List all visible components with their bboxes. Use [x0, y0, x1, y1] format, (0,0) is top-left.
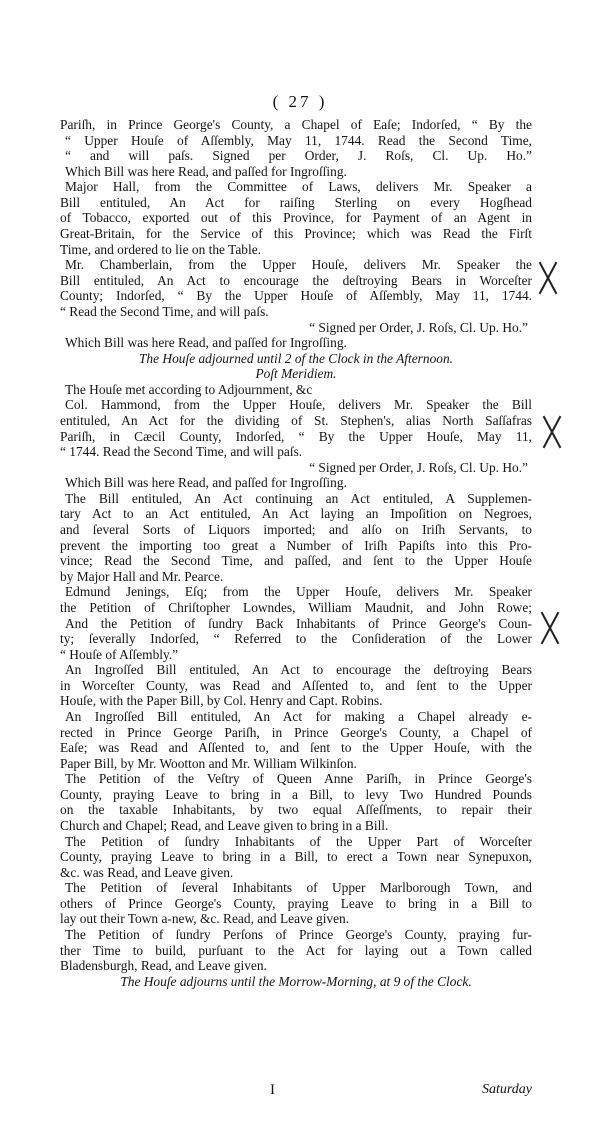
text-line: Time, and ordered to lie on the Table.	[60, 241, 261, 257]
text-line: Which Bill was here Read, and paſſed for Ingroſſing.	[65, 335, 347, 351]
text-line: “ Signed per Order, J. Roſs, Cl. Up. Ho.”	[309, 459, 528, 475]
text-line: Bill entituled, An Act to encourage the deſtroying Bears in Worceſter	[60, 272, 532, 288]
handwritten-x-mark	[536, 262, 560, 294]
text-line: “ and will paſs. Signed per Order, J. Roſs, Cl. Up. Ho.”	[65, 148, 532, 164]
text-line: Pariſh, in Cæcil County, Indorſed, “ By the Upper Houſe, May 11,	[60, 428, 532, 444]
text-line: The Petition of ſundry Inhabitants of the Upper Part of Worceſter	[65, 833, 532, 849]
text-line: lay out their Town a-new, &c. Read, and Leave given.	[60, 911, 350, 927]
text-line: And the Petition of ſundry Back Inhabitants of Prince George's Coun-	[65, 615, 532, 631]
text-line: the Petition of Chriſtopher Lowndes, William Maudnit, and John Rowe;	[60, 599, 532, 615]
text-line: An Ingroſſed Bill entituled, An Act to encourage the deſtroying Bears	[65, 662, 532, 678]
text-line: The Petition of ſeveral Inhabitants of Upper Marlborough Town, and	[65, 880, 532, 896]
text-line: Which Bill was here Read, and paſſed for Ingroſſing.	[65, 475, 347, 491]
text-line: The Petition of ſundry Perſons of Prince George's County, praying fur-	[65, 927, 532, 943]
text-line: Paper Bill, by Mr. Wootton and Mr. William Wilkinſon.	[60, 755, 357, 771]
text-line: County, praying Leave to bring in a Bill, to levy Two Hundred Pounds	[60, 786, 532, 802]
text-line: “ Read the Second Time, and will paſs.	[60, 303, 269, 319]
text-line: County; Indorſed, “ By the Upper Houſe of Aſſembly, May 11, 1744.	[60, 288, 532, 304]
text-line: entituled, An Act for the dividing of St. Stephen's, alias North Saſſafras	[60, 412, 532, 428]
section-heading: Poſt Meridiem.	[255, 366, 337, 382]
text-line: in Worceſter County, was Read and Aſſented to, and ſent to the Upper	[60, 677, 532, 693]
text-line: Major Hall, from the Committee of Laws, delivers Mr. Speaker a	[65, 179, 532, 195]
text-line: rected in Prince George Pariſh, in Prince George's County, a Chapel of	[60, 724, 532, 740]
text-line: prevent the importing too great a Number of Iriſh Papiſts into this Pro-	[60, 537, 532, 553]
text-line: by Major Hall and Mr. Pearce.	[60, 568, 224, 584]
text-line: The Bill entituled, An Act continuing an Act entituled, A Supplemen-	[65, 490, 532, 506]
text-line: and ſeveral Sorts of Liquors imported; and alſo on Iriſh Servants, to	[60, 522, 532, 538]
text-line: ther Time to build, purſuant to the Act for laying out a Town called	[60, 942, 532, 958]
text-line: on the taxable Inhabitants, by two equal Aſſeſſments, to repair their	[60, 802, 532, 818]
text-line: Church and Chapel; Read, and Leave given to bring in a Bill.	[60, 818, 389, 834]
text-line: Pariſh, in Prince George's County, a Chapel of Eaſe; Indorſed, “ By the	[60, 117, 532, 132]
text-line: vince; Read the Second Time, and paſſed, and ſent to the Upper Houſe	[60, 553, 532, 569]
page-text	[60, 117, 532, 989]
text-line: Bill entituled, An Act for raiſing Sterling on every Hogſhead	[60, 194, 532, 210]
text-line: Bladensburgh, Read, and Leave given.	[60, 958, 267, 974]
text-line: “ Houſe of Aſſembly.”	[60, 646, 179, 662]
text-line: An Ingroſſed Bill entituled, An Act for making a Chapel already e-	[65, 708, 532, 724]
text-line: Edmund Jenings, Eſq; from the Upper Houſe, delivers Mr. Speaker	[65, 584, 532, 600]
text-line: &c. was Read, and Leave given.	[60, 864, 234, 880]
text-line: “ Signed per Order, J. Roſs, Cl. Up. Ho.”	[309, 319, 528, 335]
text-line: Houſe, with the Paper Bill, by Col. Henry and Capt. Robins.	[60, 693, 383, 709]
adjournment-line: The Houſe adjourned until 2 of the Clock in the Afternoon.	[138, 350, 454, 366]
text-line: “ 1744. Read the Second Time, and will paſs.	[60, 444, 303, 460]
text-line: ty; ſeverally Indorſed, “ Referred to the Conſideration of the Lower	[60, 631, 532, 647]
handwritten-x-mark	[538, 612, 562, 644]
adjournment-line: The Houſe adjourns until the Morrow-Morning, at 9 of the Clock.	[120, 973, 472, 989]
handwritten-x-mark	[540, 416, 564, 448]
text-line: others of Prince George's County, praying Leave to bring in a Bill to	[60, 895, 532, 911]
page-number: ( 27 )	[272, 92, 328, 111]
signature-mark: I	[270, 1082, 275, 1098]
text-line: Col. Hammond, from the Upper Houſe, delivers Mr. Speaker the Bill	[65, 397, 532, 413]
text-line: “ Upper Houſe of Aſſembly, May 11, 1744. Read the Second Time,	[65, 132, 532, 148]
text-line: tary Act to an Act entituled, An Act laying an Impoſition on Negroes,	[60, 506, 532, 522]
text-line: The Houſe met according to Adjournment, &c	[65, 381, 313, 397]
catchword: Saturday	[481, 1082, 532, 1097]
text-line: Mr. Chamberlain, from the Upper Houſe, delivers Mr. Speaker the	[65, 257, 532, 273]
text-line: of Tobacco, exported out of this Province, for Payment of an Agent in	[60, 210, 532, 226]
page-footer	[60, 1082, 532, 1100]
text-line: Eaſe; was Read and Aſſented to, and ſent to the Upper Houſe, with the	[60, 740, 532, 756]
text-line: The Petition of the Veſtry of Queen Anne Pariſh, in Prince George's	[65, 771, 532, 787]
text-line: Which Bill was here Read, and paſſed for Ingroſſing.	[65, 163, 347, 179]
text-line: Great-Britain, for the Service of this Province; which was Read the Firſt	[60, 226, 532, 242]
text-line: County, praying Leave to bring in a Bill, to erect a Town near Synepuxon,	[60, 849, 532, 865]
